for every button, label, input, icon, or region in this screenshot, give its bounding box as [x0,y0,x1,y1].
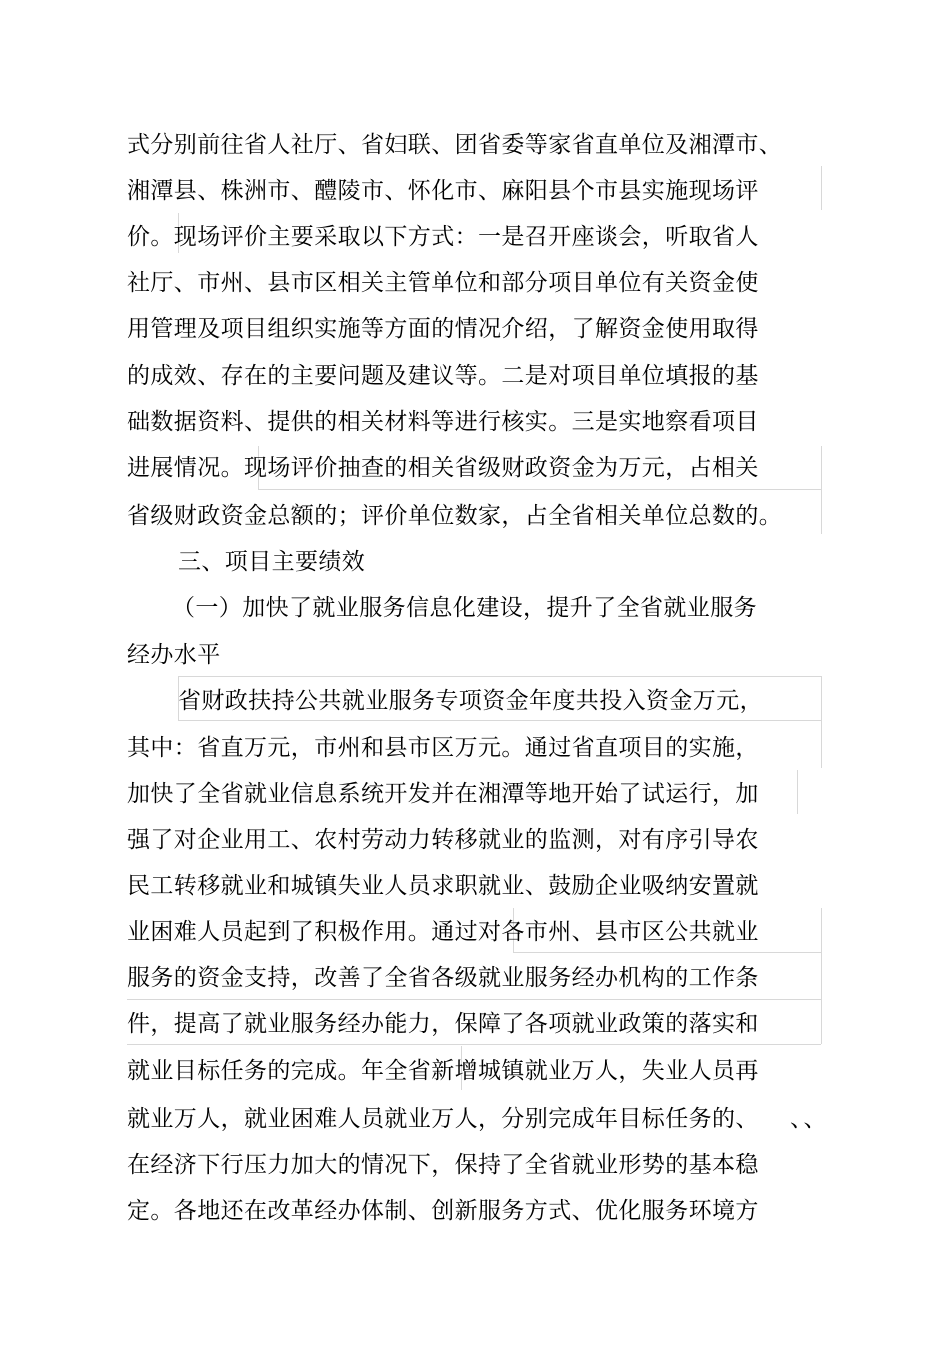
text-line: 强了对企业用工、农村劳动力转移就业的监测，对有序引导农 [127,827,759,853]
text-line: 社厅、市州、县市区相关主管单位和部分项目单位有关资金使 [127,270,759,296]
text-line: 省财政扶持公共就业服务专项资金年度共投入资金万元， [178,688,763,714]
text-line: 式分别前往省人社厅、省妇联、团省委等家省直单位及湘潭市、 [127,132,783,158]
text-line: 定。各地还在改革经办体制、创新服务方式、优化服务环境方 [127,1198,759,1224]
text-line: 进展情况。现场评价抽查的相关省级财政资金为万元，占相关 [127,455,759,481]
text-line: 业困难人员起到了积极作用。通过对各市州、县市区公共就业 [127,919,759,945]
text-line: 价。现场评价主要采取以下方式：一是召开座谈会，听取省人 [127,224,759,250]
text-line: 民工转移就业和城镇失业人员求职就业、鼓励企业吸纳安置就 [127,873,759,899]
text-line: 础数据资料、提供的相关材料等进行核实。三是实地察看项目 [127,409,759,435]
rule-artifact [178,720,821,721]
rule-artifact [513,952,821,953]
text-line: 件，提高了就业服务经办能力，保障了各项就业政策的落实和 [127,1011,759,1037]
text-line: 湘潭县、株洲市、醴陵市、怀化市、麻阳县个市县实施现场评 [127,178,759,204]
rule-artifact [178,676,821,677]
section-heading: 三、项目主要绩效 [178,549,366,575]
text-line: 的成效、存在的主要问题及建议等。二是对项目单位填报的基 [127,363,759,389]
text-line: 在经济下行压力加大的情况下，保持了全省就业形势的基本稳 [127,1152,759,1178]
rule-artifact [127,1044,821,1045]
rule-artifact [821,166,822,210]
text-line: 服务的资金支持，改善了全省各级就业服务经办机构的工作条 [127,965,759,991]
stray-punctuation: 、、 [790,1106,829,1132]
rule-artifact [127,999,821,1000]
subsection-heading: （一）加快了就业服务信息化建设，提升了全省就业服务 [172,595,757,621]
text-line: 省级财政资金总额的；评价单位数家，占全省相关单位总数的。 [127,503,783,529]
rule-artifact [821,446,822,534]
subsection-heading: 经办水平 [127,642,221,668]
rule-artifact [821,908,822,1044]
text-line: 加快了全省就业信息系统开发并在湘潭等地开始了试运行，加 [127,781,759,807]
text-line: 就业目标任务的完成。年全省新增城镇就业万人，失业人员再 [127,1058,759,1084]
rule-artifact [797,770,798,814]
text-line: 用管理及项目组织实施等方面的情况介绍，了解资金使用取得 [127,316,759,342]
rule-artifact [258,489,821,490]
text-line: 其中：省直万元，市州和县市区万元。通过省直项目的实施， [127,735,759,761]
text-line: 就业万人，就业困难人员就业万人，分别完成年目标任务的、 [127,1106,759,1132]
rule-artifact [821,676,822,768]
